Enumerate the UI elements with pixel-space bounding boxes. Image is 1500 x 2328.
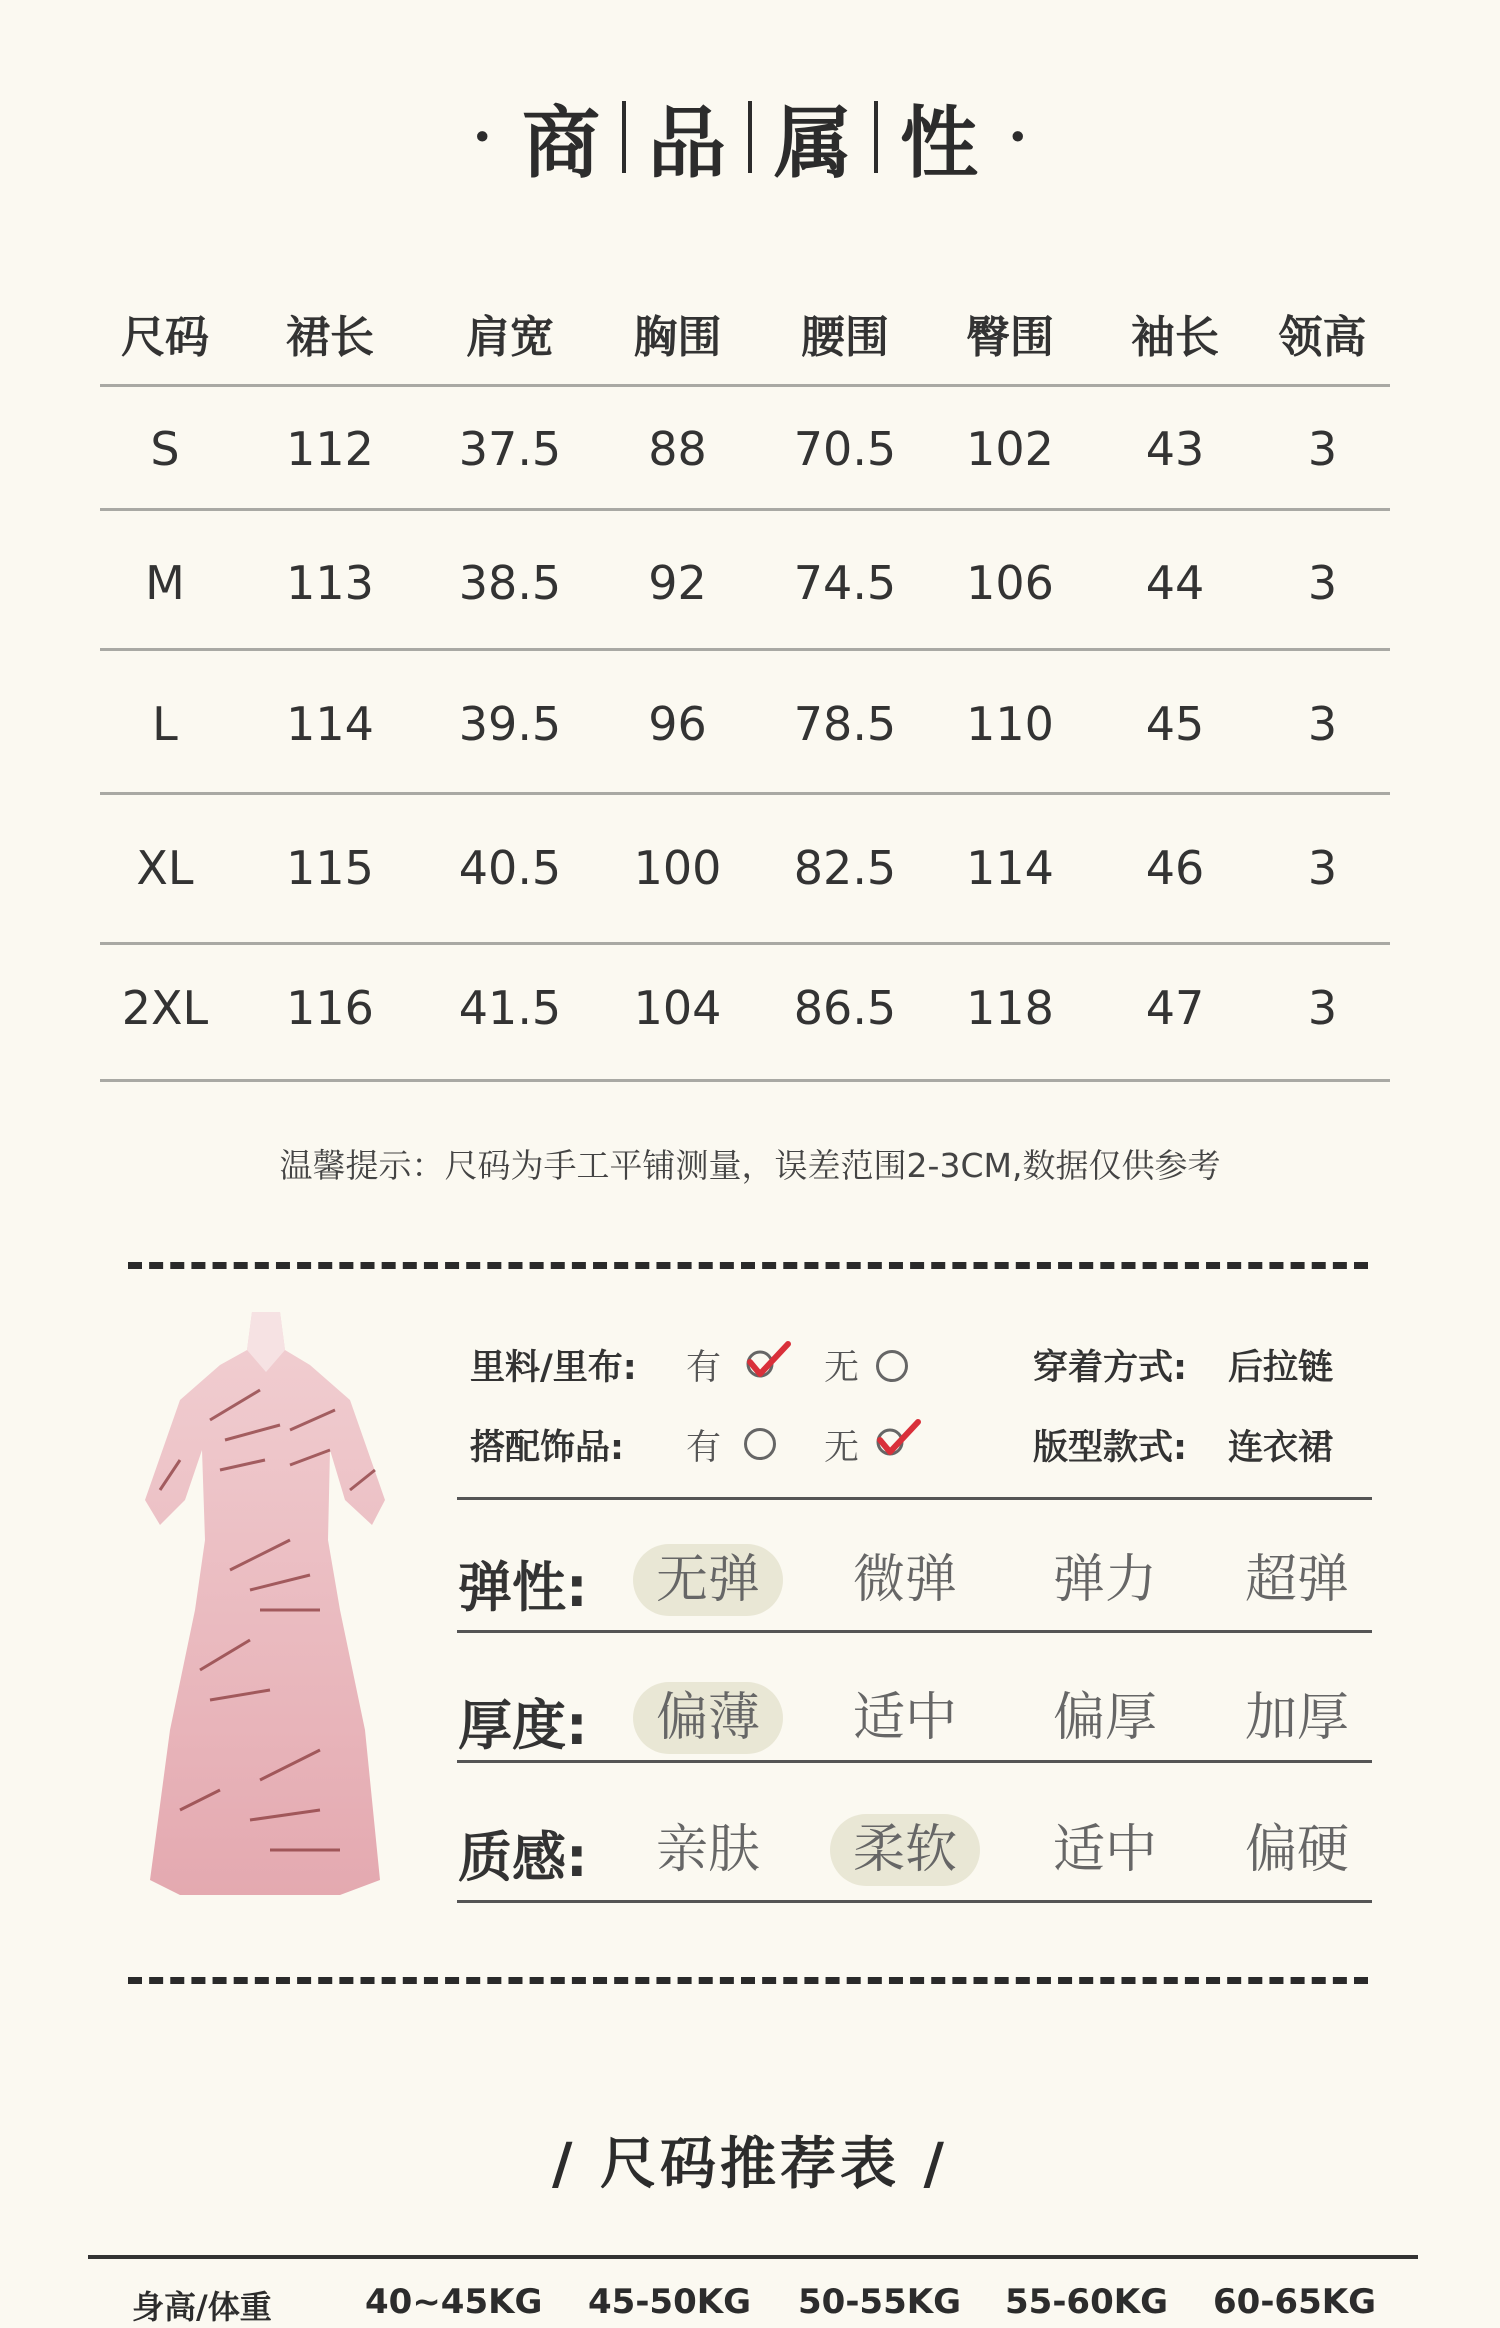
radio-circle-icon[interactable] — [744, 1428, 776, 1460]
header-cell: 肩宽 — [466, 311, 554, 363]
thickness-option[interactable]: 偏厚 — [1052, 1688, 1157, 1748]
table-cell: 112 — [286, 422, 374, 476]
table-cell: 110 — [966, 697, 1054, 751]
header-cell: 裙长 — [286, 311, 374, 363]
table-cell: 88 — [648, 422, 707, 476]
texture-option[interactable]: 亲肤 — [655, 1820, 760, 1880]
elasticity-label: 弹性: — [458, 1556, 588, 1619]
texture-option[interactable]: 适中 — [1052, 1820, 1157, 1880]
wear-value: 后拉链 — [1228, 1348, 1334, 1388]
check-icon[interactable] — [742, 1338, 794, 1382]
table-cell: 96 — [648, 697, 707, 751]
table-row — [100, 795, 1390, 940]
check-icon[interactable] — [872, 1416, 924, 1460]
table-cell: 3 — [1307, 980, 1338, 1035]
table-cell: 43 — [1145, 422, 1205, 476]
table-cell: 3 — [1307, 840, 1338, 895]
slash-decoration: / — [552, 2131, 577, 2197]
accessory-no-label: 无 — [824, 1428, 860, 1468]
slash-decoration: / — [923, 2131, 948, 2197]
title-dot-right: · — [1008, 104, 1028, 170]
thickness-option[interactable]: 偏薄 — [633, 1682, 783, 1754]
elasticity-option[interactable]: 超弹 — [1244, 1550, 1349, 1610]
table-cell: L — [152, 697, 178, 751]
table-cell: 44 — [1145, 556, 1205, 610]
recommend-title-text: 尺码推荐表 — [600, 2131, 900, 2197]
title-char: 属 — [774, 98, 853, 189]
header-cell: 腰围 — [801, 311, 889, 363]
recommend-header-cell: 身高/体重 — [132, 2288, 272, 2326]
table-cell: 38.5 — [458, 556, 562, 610]
lining-yes-label: 有 — [686, 1348, 722, 1388]
table-cell: 118 — [966, 980, 1054, 1035]
header-cell: 袖长 — [1131, 311, 1219, 363]
header-cell: 臀围 — [966, 311, 1054, 363]
thickness-option[interactable]: 适中 — [852, 1688, 957, 1748]
table-cell: 39.5 — [458, 697, 562, 751]
table-rule — [100, 1079, 1390, 1082]
accessory-label: 搭配饰品: — [470, 1428, 624, 1468]
table-cell: 102 — [966, 422, 1054, 476]
table-cell: 37.5 — [458, 422, 562, 476]
table-cell: 46 — [1145, 840, 1205, 895]
table-cell: 3 — [1307, 697, 1338, 751]
recommend-header-cell: 55-60KG — [1005, 2282, 1168, 2322]
table-rule — [100, 942, 1390, 945]
attr-rule — [457, 1760, 1372, 1763]
attr-rule — [457, 1630, 1372, 1633]
table-cell: 3 — [1307, 422, 1338, 476]
dashed-divider — [128, 1262, 1368, 1269]
table-cell: 86.5 — [793, 980, 897, 1035]
title-char: 性 — [900, 98, 979, 189]
header-cell: 尺码 — [121, 311, 209, 363]
recommend-header-cell: 40~45KG — [365, 2282, 543, 2322]
table-cell: 2XL — [121, 980, 209, 1035]
thickness-label: 厚度: — [458, 1694, 588, 1757]
elasticity-option[interactable]: 弹力 — [1052, 1550, 1157, 1610]
table-rule — [100, 508, 1390, 511]
table-row — [100, 385, 1390, 513]
recommend-header-cell: 45-50KG — [588, 2282, 751, 2322]
recommend-title — [0, 2120, 1500, 2200]
dashed-divider — [128, 1977, 1368, 1984]
table-cell: 116 — [286, 980, 374, 1035]
table-cell: 3 — [1307, 556, 1338, 610]
radio-circle-icon[interactable] — [876, 1350, 908, 1382]
style-label: 版型款式: — [1033, 1428, 1187, 1468]
table-row — [100, 653, 1390, 795]
table-cell: 40.5 — [458, 840, 562, 895]
attr-rule — [457, 1497, 1372, 1500]
wear-label: 穿着方式: — [1033, 1348, 1187, 1388]
elasticity-option[interactable]: 无弹 — [633, 1544, 783, 1616]
size-table — [100, 280, 1390, 1075]
thickness-option[interactable]: 加厚 — [1244, 1688, 1349, 1748]
attr-rule — [457, 1900, 1372, 1903]
title-char: 商 — [521, 98, 600, 189]
table-cell: 45 — [1145, 697, 1205, 751]
table-row — [100, 513, 1390, 653]
table-cell: S — [150, 422, 180, 476]
table-cell: 115 — [286, 840, 374, 895]
header-cell: 领高 — [1278, 311, 1367, 363]
table-cell: 47 — [1145, 980, 1205, 1035]
lining-no-label: 无 — [824, 1348, 860, 1388]
table-cell: 78.5 — [793, 697, 897, 751]
table-rule — [100, 384, 1390, 387]
table-rule — [100, 648, 1390, 651]
texture-label: 质感: — [458, 1826, 588, 1889]
table-cell: 82.5 — [793, 840, 897, 895]
table-rule — [100, 792, 1390, 795]
table-cell: 114 — [966, 840, 1054, 895]
size-table-header — [100, 280, 1390, 385]
accessory-yes-label: 有 — [686, 1428, 722, 1468]
title-dot-left: · — [472, 104, 492, 170]
recommend-rule — [88, 2255, 1418, 2259]
table-cell: 70.5 — [793, 422, 897, 476]
table-cell: 113 — [286, 556, 374, 610]
table-cell: 106 — [966, 556, 1054, 610]
recommend-header-cell: 50-55KG — [798, 2282, 961, 2322]
table-cell: 104 — [633, 980, 722, 1035]
table-row — [100, 940, 1390, 1075]
texture-option[interactable]: 偏硬 — [1244, 1820, 1349, 1880]
table-cell: 74.5 — [793, 556, 897, 610]
lining-label: 里料/里布: — [470, 1348, 637, 1388]
table-cell: 100 — [633, 840, 722, 895]
recommend-header-cell: 60-65KG — [1213, 2282, 1376, 2322]
table-cell: 92 — [648, 556, 707, 610]
table-cell: 114 — [286, 697, 374, 751]
measurement-tip: 温馨提示：尺码为手工平铺测量，误差范围2-3CM,数据仅供参考 — [279, 1146, 1221, 1185]
elasticity-option[interactable]: 微弹 — [852, 1550, 957, 1610]
texture-option[interactable]: 柔软 — [830, 1814, 980, 1886]
title-char: 品 — [647, 98, 726, 189]
page-title — [0, 82, 1500, 192]
table-cell: 41.5 — [458, 980, 562, 1035]
dress-image — [140, 1310, 390, 1900]
style-value: 连衣裙 — [1228, 1428, 1334, 1468]
table-cell: XL — [136, 840, 194, 895]
header-cell: 胸围 — [633, 311, 722, 363]
table-cell: M — [145, 556, 185, 610]
